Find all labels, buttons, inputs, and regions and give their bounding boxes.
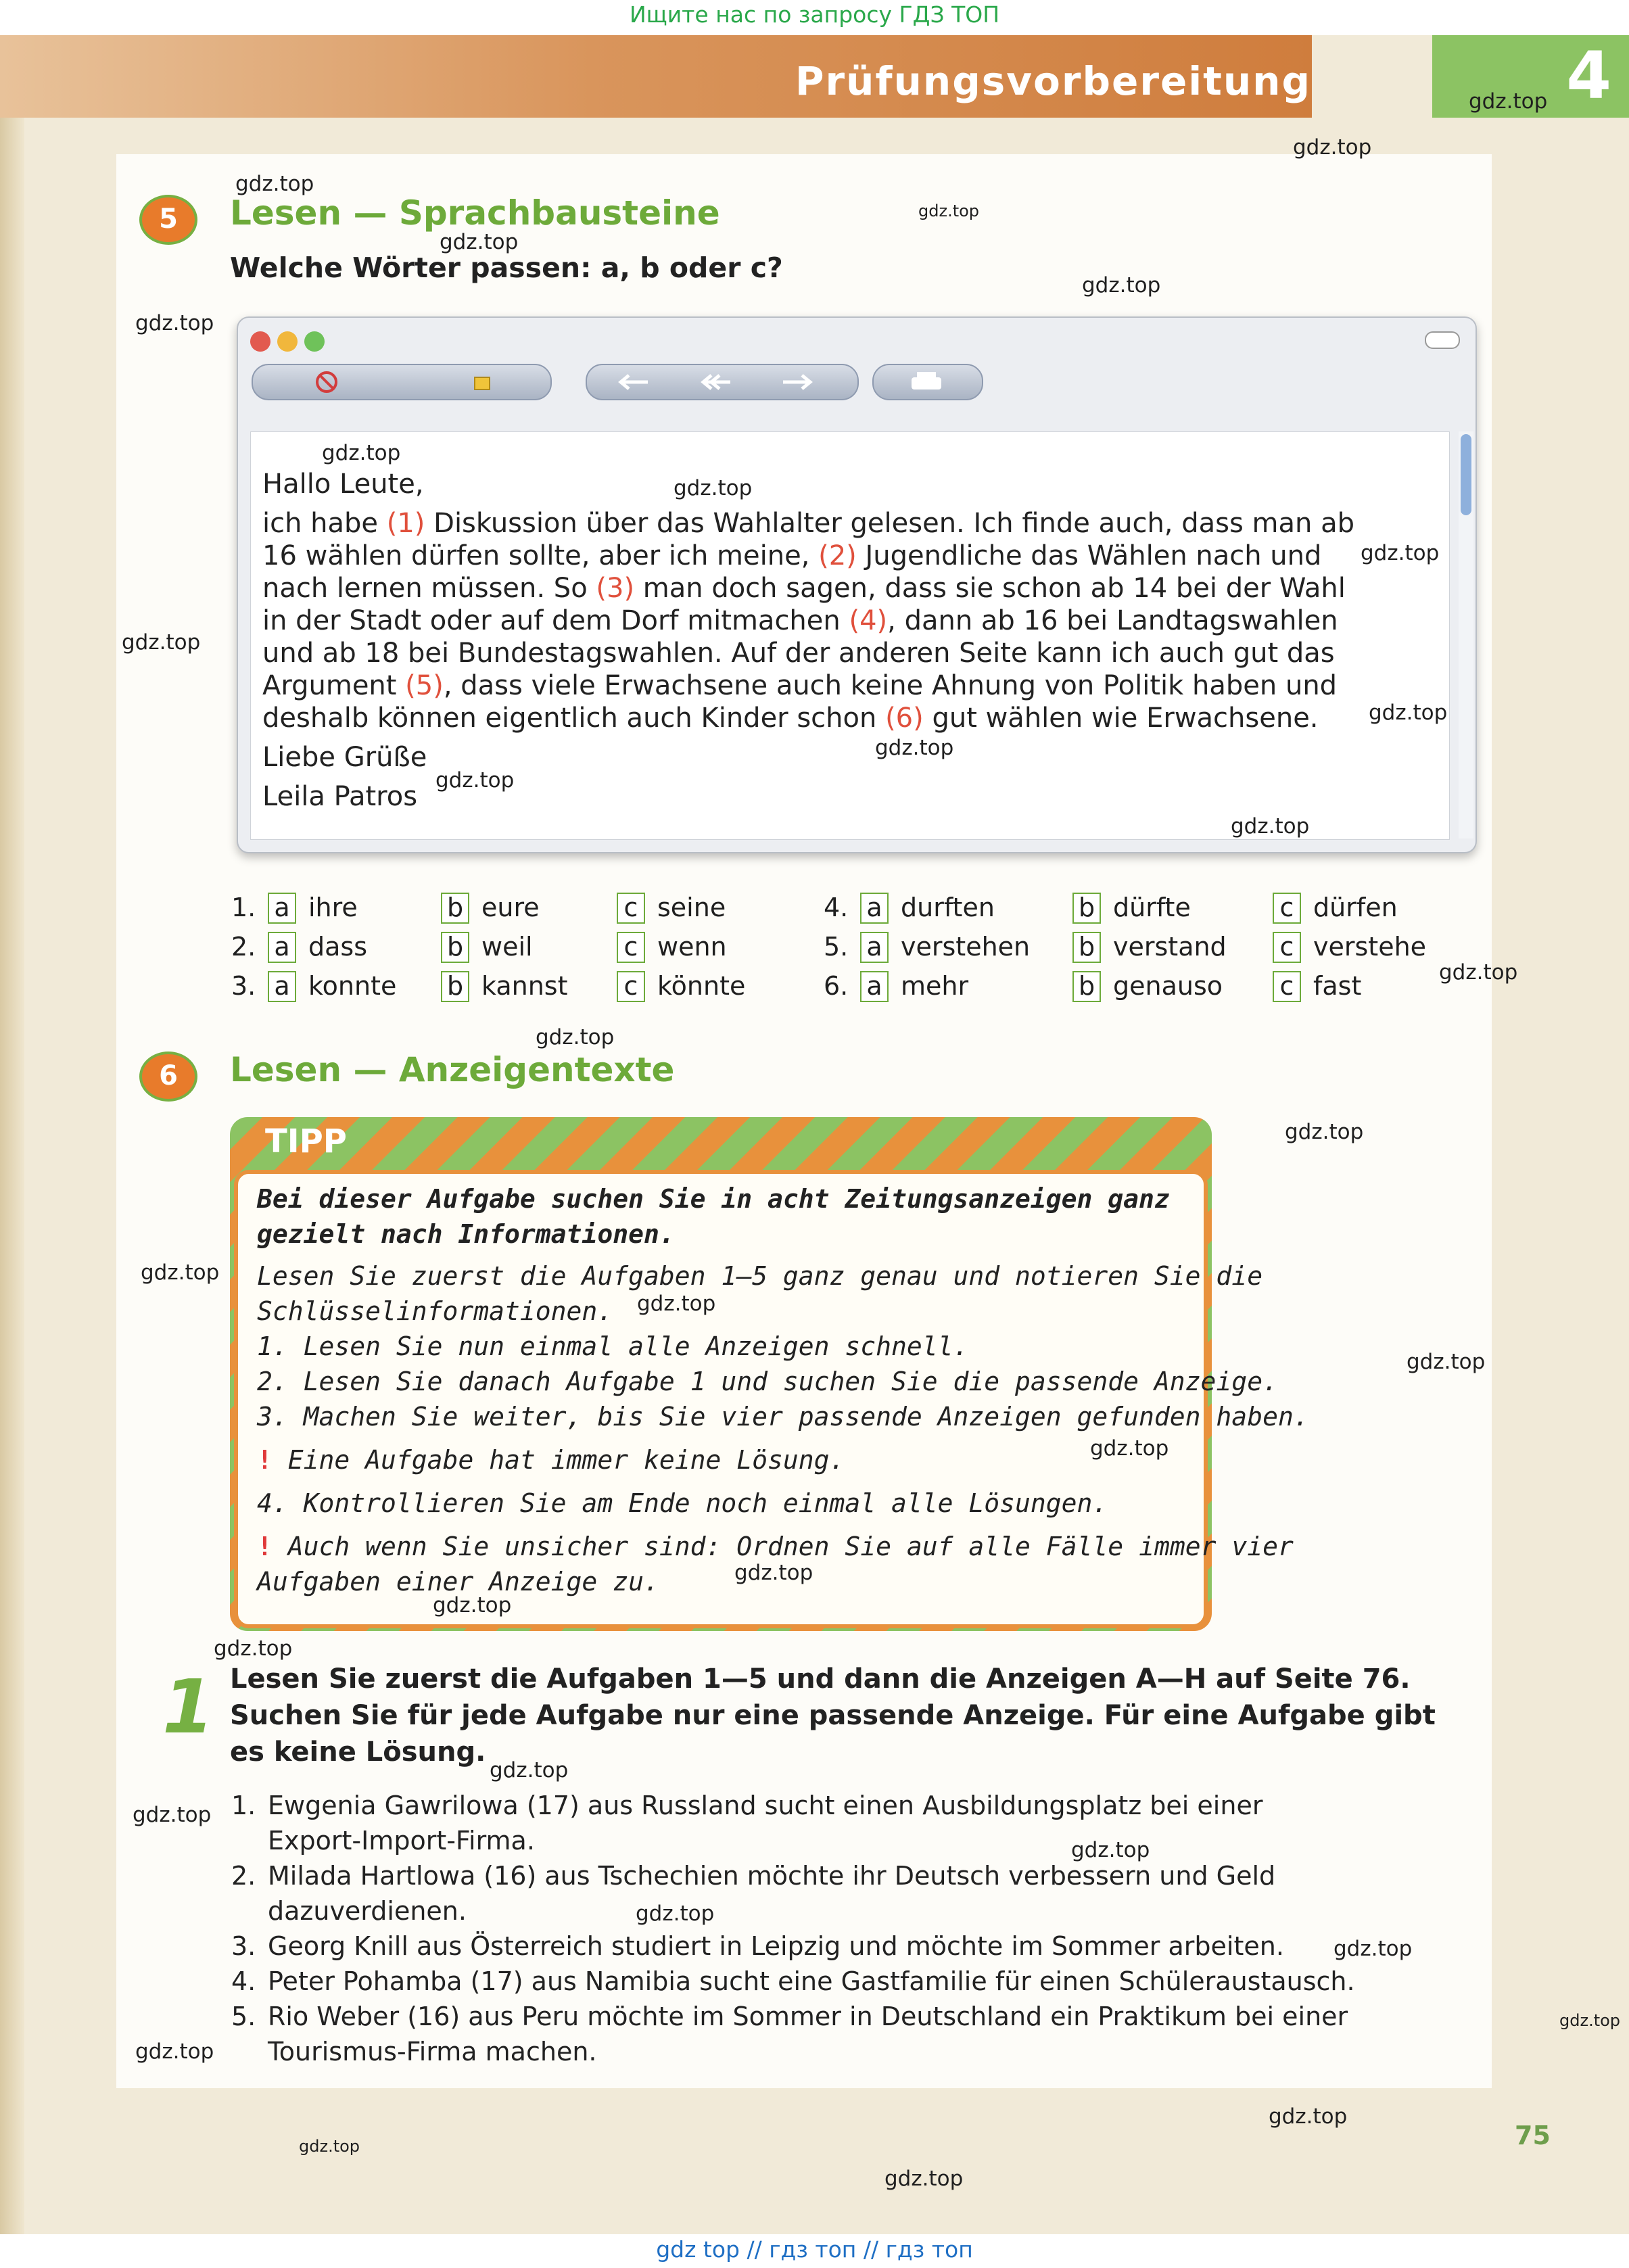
- tipp-line: 2. Lesen Sie danach Aufgabe 1 und suchen Sie die passende Anzeige.: [257, 1367, 1278, 1396]
- page-header-title: Prüfungsvorbereitung: [795, 58, 1311, 104]
- gap-marker: (3): [596, 573, 635, 604]
- option-a[interactable]: a durften: [860, 893, 995, 924]
- task-item-number: 5.: [231, 2002, 256, 2031]
- watermark: gdz.top: [135, 2039, 214, 2064]
- watermark: gdz.top: [135, 311, 214, 335]
- watermark: gdz.top: [1369, 701, 1448, 725]
- gap-marker: (4): [849, 605, 888, 636]
- task-item-text: dazuverdienen.: [268, 1896, 467, 1926]
- option-c[interactable]: c wenn: [617, 932, 727, 963]
- chapter-number: 4: [1566, 38, 1611, 114]
- watermark: gdz.top: [440, 230, 519, 254]
- task-item-number: 4.: [231, 1966, 256, 1996]
- watermark: gdz.top: [1469, 89, 1548, 114]
- option-b[interactable]: b eure: [441, 893, 540, 924]
- watermark: gdz.top: [637, 1292, 716, 1316]
- watermark: gdz.top: [1361, 541, 1440, 565]
- option-row: [824, 932, 1459, 967]
- watermark: gdz.top: [433, 1593, 512, 1617]
- gap-marker: (2): [818, 540, 857, 571]
- option-c[interactable]: c fast: [1273, 971, 1361, 1002]
- toolbar-toggle-icon[interactable]: [1425, 331, 1460, 349]
- exercise-6-title: Lesen — Anzeigentexte: [230, 1050, 675, 1089]
- watermark: gdz.top: [918, 202, 980, 220]
- option-c[interactable]: c dürfen: [1273, 893, 1398, 924]
- task-item-text: Rio Weber (16) aus Peru möchte im Sommer in Deutschland ein Praktikum bei einer: [268, 2002, 1348, 2031]
- page-number: 75: [1515, 2121, 1551, 2150]
- tipp-line: Aufgaben einer Anzeige zu.: [257, 1567, 659, 1597]
- home-icon[interactable]: [471, 371, 494, 394]
- letter-greeting: Hallo Leute,: [262, 469, 424, 500]
- navigation-toolbar: [586, 364, 859, 400]
- option-number: 5.: [824, 932, 849, 962]
- option-b[interactable]: b weil: [441, 932, 533, 963]
- task-item-text: Export-Import-Firma.: [268, 1826, 535, 1856]
- watermark: gdz.top: [1082, 273, 1161, 298]
- watermark: gdz.top: [734, 1561, 813, 1585]
- exercise-5-instruction: Welche Wörter passen: a, b oder c?: [230, 252, 783, 284]
- option-a[interactable]: a konnte: [268, 971, 396, 1002]
- tipp-label: TIPP: [265, 1123, 347, 1160]
- letter-line: ich habe (1) Diskussion über das Wahlalter gelesen. Ich finde auch, dass man ab: [262, 508, 1354, 539]
- watermark: gdz.top: [1071, 1838, 1150, 1862]
- task-instruction: es keine Lösung.: [230, 1737, 486, 1768]
- gap-marker: (1): [386, 508, 425, 539]
- letter-line: in der Stadt oder auf dem Dorf mitmachen (4), dann ab 16 bei Landtagswahlen: [262, 605, 1338, 636]
- task-item-text: Georg Knill aus Österreich studiert in Leipzig und möchte im Sommer arbeiten.: [268, 1931, 1284, 1961]
- task-item-text: Ewgenia Gawrilowa (17) aus Russland sucht einen Ausbildungsplatz bei einer: [268, 1791, 1263, 1820]
- option-a[interactable]: a ihre: [268, 893, 358, 924]
- minimize-dot-icon[interactable]: [277, 331, 298, 352]
- task-item-text: Peter Pohamba (17) aus Namibia sucht eine Gastfamilie für einen Schüleraustausch.: [268, 1966, 1355, 1996]
- watermark: gdz.top: [884, 2167, 964, 2191]
- watermark: gdz.top: [875, 736, 954, 760]
- tipp-warning: ! Auch wenn Sie unsicher sind: Ordnen Sie auf alle Fälle immer vier: [257, 1532, 1294, 1561]
- stop-icon[interactable]: [315, 371, 338, 394]
- letter-line: 16 wählen dürfen sollte, aber ich meine, (2) Jugendliche das Wählen nach und: [262, 540, 1322, 571]
- option-b[interactable]: b genauso: [1072, 971, 1223, 1002]
- option-number: 1.: [231, 893, 256, 922]
- task-item-number: 1.: [231, 1791, 256, 1820]
- option-number: 6.: [824, 971, 849, 1001]
- option-row: [231, 893, 874, 928]
- tipp-line: 3. Machen Sie weiter, bis Sie vier passende Anzeigen gefunden haben.: [257, 1402, 1309, 1432]
- task-instruction: Suchen Sie für jede Aufgabe nur eine passende Anzeige. Für eine Aufgabe gibt: [230, 1700, 1436, 1731]
- watermark: gdz.top: [1231, 814, 1310, 838]
- scrollbar-thumb[interactable]: [1461, 434, 1471, 515]
- task-number: 1: [162, 1663, 214, 1750]
- footer-link[interactable]: gdz top // гдз топ // гдз топ: [656, 2236, 973, 2263]
- exercise-6-badge: 6: [139, 1052, 197, 1102]
- task-item-text: Milada Hartlowa (16) aus Tschechien möchte ihr Deutsch verbessern und Geld: [268, 1861, 1276, 1891]
- letter-line: nach lernen müssen. So (3) man doch sagen, dass sie schon ab 14 bei der Wahl: [262, 573, 1346, 604]
- option-number: 3.: [231, 971, 256, 1001]
- zoom-dot-icon[interactable]: [304, 331, 325, 352]
- watermark: gdz.top: [536, 1025, 615, 1049]
- option-number: 4.: [824, 893, 849, 922]
- watermark: gdz.top: [299, 2137, 360, 2156]
- option-row: [824, 971, 1459, 1006]
- letter-signature: Leila Patros: [262, 781, 418, 812]
- option-row: [824, 893, 1459, 928]
- watermark: gdz.top: [1285, 1120, 1364, 1144]
- option-a[interactable]: a mehr: [860, 971, 968, 1002]
- close-dot-icon[interactable]: [250, 331, 270, 352]
- task-item-number: 3.: [231, 1931, 256, 1961]
- letter-closing: Liebe Grüße: [262, 742, 427, 773]
- tipp-line: 1. Lesen Sie nun einmal alle Anzeigen schnell.: [257, 1331, 969, 1361]
- watermark: gdz.top: [214, 1636, 293, 1661]
- rewind-arrow-icon[interactable]: [695, 372, 736, 392]
- tipp-line: Schlüsselinformationen.: [257, 1296, 613, 1326]
- task-instruction: Lesen Sie zuerst die Aufgaben 1—5 und dann die Anzeigen A—H auf Seite 76.: [230, 1663, 1411, 1695]
- letter-line: deshalb können eigentlich auch Kinder schon (6) gut wählen wie Erwachsene.: [262, 703, 1319, 734]
- option-c[interactable]: c seine: [617, 893, 726, 924]
- watermark: gdz.top: [1333, 1937, 1413, 1961]
- back-arrow-icon[interactable]: [614, 372, 655, 392]
- option-c[interactable]: c könnte: [617, 971, 745, 1002]
- tipp-bold-line: gezielt nach Informationen.: [257, 1219, 675, 1249]
- option-a[interactable]: a verstehen: [860, 932, 1030, 963]
- letter-line: und ab 18 bei Bundestagswahlen. Auf der anderen Seite kann ich auch gut das: [262, 638, 1335, 669]
- letter-line: Argument (5), dass viele Erwachsene auch keine Ahnung von Politik haben und: [262, 670, 1338, 701]
- forward-arrow-icon[interactable]: [776, 372, 817, 392]
- printer-icon[interactable]: [906, 369, 947, 395]
- option-row: [231, 932, 874, 967]
- tipp-bold-line: Bei dieser Aufgabe suchen Sie in acht Zeitungsanzeigen ganz: [257, 1184, 1170, 1214]
- stop-home-toolbar: [252, 364, 552, 400]
- warning-icon: !: [257, 1445, 273, 1475]
- watermark: gdz.top: [1293, 135, 1372, 160]
- watermark: gdz.top: [122, 630, 201, 655]
- option-b[interactable]: b dürfte: [1072, 893, 1191, 924]
- book-spine: [0, 118, 24, 2234]
- watermark: gdz.top: [322, 441, 401, 465]
- watermark: gdz.top: [141, 1260, 220, 1285]
- print-toolbar: [872, 364, 983, 400]
- option-row: [231, 971, 874, 1006]
- tipp-line: Lesen Sie zuerst die Aufgaben 1–5 ganz genau und notieren Sie die: [257, 1261, 1263, 1291]
- tipp-line: 4. Kontrollieren Sie am Ende noch einmal alle Lösungen.: [257, 1488, 1108, 1518]
- watermark: gdz.top: [1407, 1350, 1486, 1374]
- top-search-link[interactable]: Ищите нас по запросу ГДЗ ТОП: [629, 1, 1000, 28]
- watermark: gdz.top: [490, 1758, 569, 1782]
- watermark: gdz.top: [1439, 960, 1518, 985]
- watermark: gdz.top: [674, 476, 753, 500]
- watermark: gdz.top: [133, 1803, 212, 1827]
- tipp-warning: ! Eine Aufgabe hat immer keine Lösung.: [257, 1445, 845, 1475]
- option-number: 2.: [231, 932, 256, 962]
- task-item-text: Tourismus-Firma machen.: [268, 2037, 597, 2066]
- watermark: gdz.top: [1559, 2011, 1621, 2030]
- watermark: gdz.top: [435, 768, 515, 793]
- option-b[interactable]: b kannst: [441, 971, 568, 1002]
- watermark: gdz.top: [1269, 2104, 1348, 2129]
- warning-icon: !: [257, 1532, 273, 1561]
- watermark: gdz.top: [235, 172, 314, 196]
- watermark: gdz.top: [636, 1901, 715, 1926]
- task-item-number: 2.: [231, 1861, 256, 1891]
- exercise-5-badge: 5: [139, 195, 197, 245]
- option-b[interactable]: b verstand: [1072, 932, 1227, 963]
- exercise-5-title: Lesen — Sprachbausteine: [230, 193, 720, 233]
- watermark: gdz.top: [1090, 1436, 1169, 1461]
- gap-marker: (5): [405, 670, 444, 701]
- option-c[interactable]: c verstehe: [1273, 932, 1426, 963]
- option-a[interactable]: a dass: [268, 932, 367, 963]
- gap-marker: (6): [885, 703, 924, 734]
